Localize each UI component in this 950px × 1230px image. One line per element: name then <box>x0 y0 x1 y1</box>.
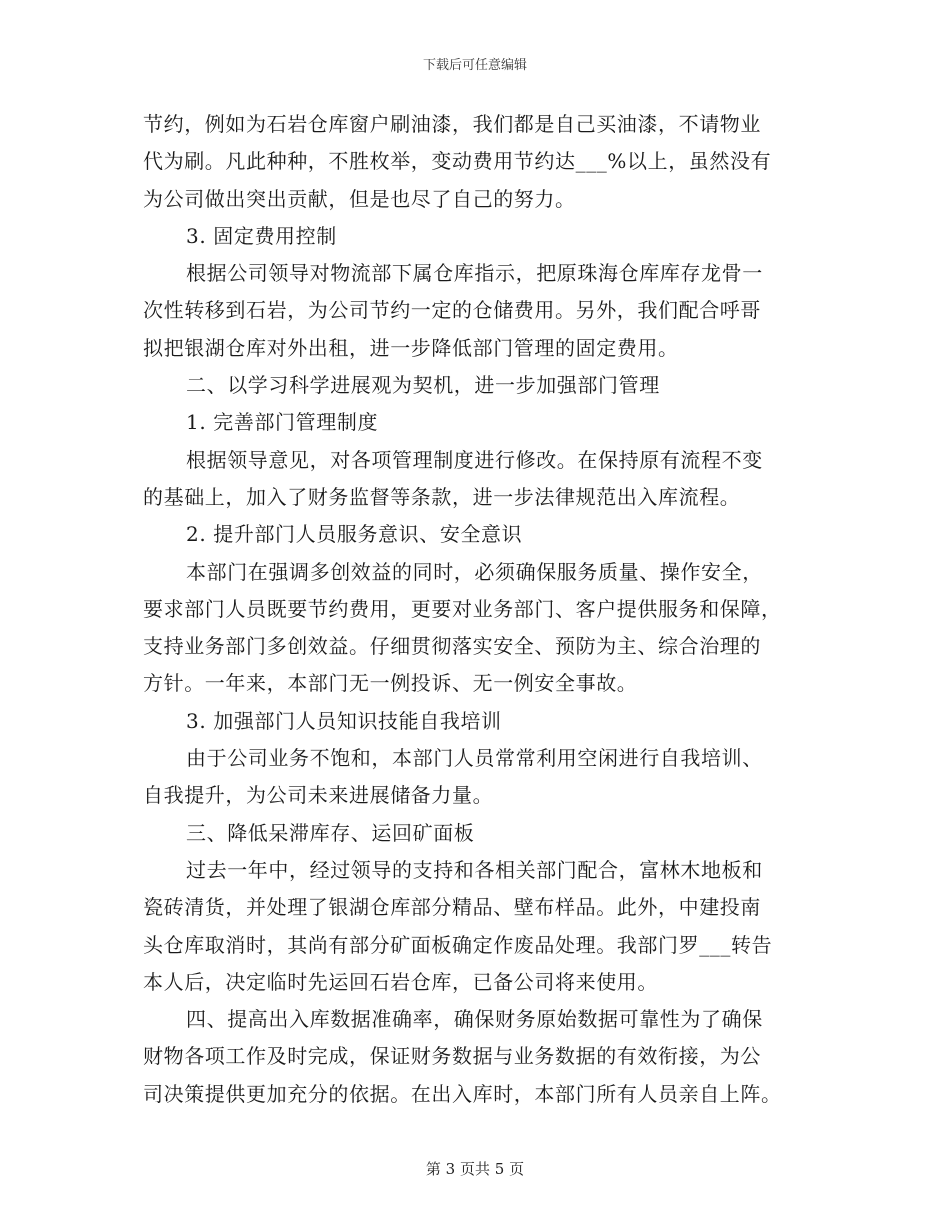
text-line: 为公司做出突出贡献，但是也尽了自己的努力。 <box>143 186 576 211</box>
text-line: 二、以学习科学进展观为契机，进一步加强部门管理 <box>186 373 660 398</box>
text-line: 3. 固定费用控制 <box>186 223 337 248</box>
text-line: 次性转移到石岩，为公司节约一定的仓储费用。另外，我们配合呼哥 <box>143 298 761 323</box>
text-line: 节约，例如为石岩仓库窗户刷油漆，我们都是自己买油漆，不请物业 <box>143 112 761 136</box>
text-line: 支持业务部门多创效益。仔细贯彻落实安全、预防为主、综合治理的 <box>143 634 761 659</box>
text-line: 根据公司领导对物流部下属仓库指示，把原珠海仓库库存龙骨一 <box>186 261 763 286</box>
text-line: 方针。一年来，本部门无一例投诉、无一例安全事故。 <box>143 671 638 696</box>
text-line: 2. 提升部门人员服务意识、安全意识 <box>186 522 523 547</box>
text-line: 本部门在强调多创效益的同时，必须确保服务质量、操作安全， <box>186 559 763 584</box>
text-line: 拟把银湖仓库对外出租，进一步降低部门管理的固定费用。 <box>143 335 679 360</box>
text-line: 头仓库取消时，其尚有部分矿面板确定作废品处理。我部门罗___转告 <box>143 932 773 957</box>
text-line: 本人后，决定临时先运回石岩仓库，已备公司将来使用。 <box>143 969 658 994</box>
text-line: 的基础上，加入了财务监督等条款，进一步法律规范出入库流程。 <box>143 484 741 509</box>
text-line: 1. 完善部门管理制度 <box>186 410 379 435</box>
text-line: 财物各项工作及时完成，保证财务数据与业务数据的有效衔接，为公 <box>143 1044 761 1069</box>
text-line: 司决策提供更加充分的依据。在出入库时，本部门所有人员亲自上阵。 <box>143 1081 782 1106</box>
text-line: 代为刷。凡此种种，不胜枚举，变动费用节约达___%以上，虽然没有 <box>143 149 772 174</box>
text-line: 四、提高出入库数据准确率，确保财务原始数据可靠性为了确保 <box>186 1007 763 1032</box>
page-header: 下载后可任意编辑 <box>422 58 527 73</box>
text-line: 瓷砖清货，并处理了银湖仓库部分精品、壁布样品。此外，中建投南 <box>143 895 761 920</box>
text-line: 三、降低呆滞库存、运回矿面板 <box>186 820 475 845</box>
text-line: 自我提升，为公司未来进展储备力量。 <box>143 783 494 808</box>
text-line: 要求部门人员既要节约费用，更要对业务部门、客户提供服务和保障， <box>143 596 782 621</box>
text-line: 由于公司业务不饱和，本部门人员常常利用空闲进行自我培训、 <box>186 746 763 771</box>
document-body <box>143 106 808 1113</box>
page-footer: 第 3 页共 5 页 <box>425 1160 525 1178</box>
text-line: 过去一年中，经过领导的支持和各相关部门配合，富林木地板和 <box>186 857 763 882</box>
text-line: 根据领导意见，对各项管理制度进行修改。在保持原有流程不变 <box>186 447 763 472</box>
text-line: 3. 加强部门人员知识技能自我培训 <box>186 708 502 733</box>
